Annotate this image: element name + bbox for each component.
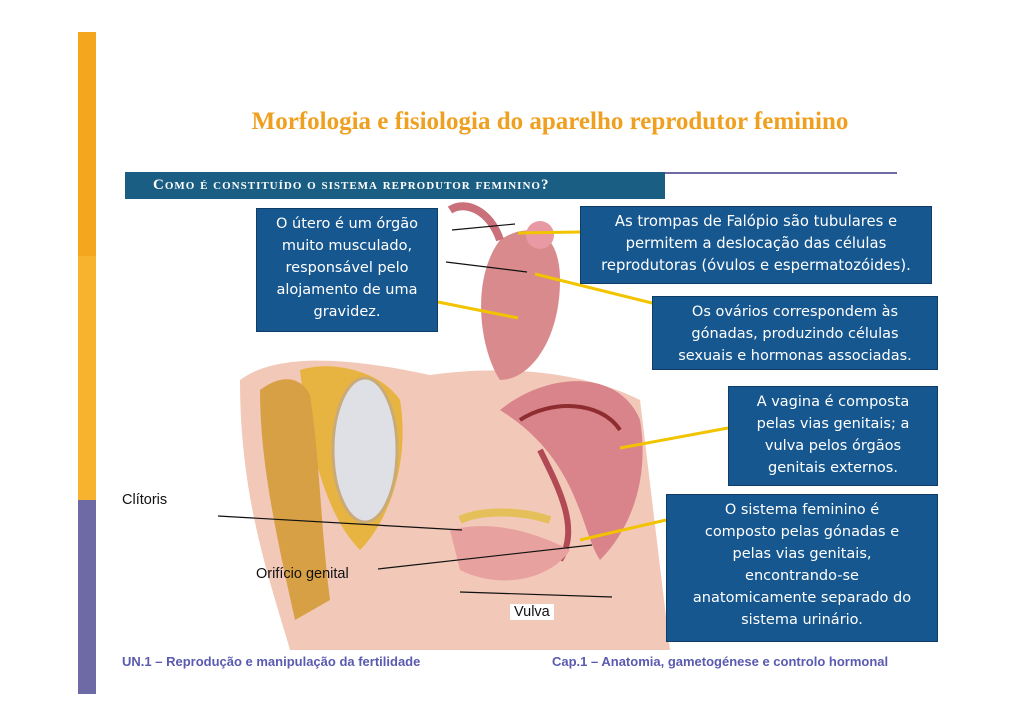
callout-utero: O útero é um órgão muito musculado, responsável pelo alojamento de uma gravidez. bbox=[256, 208, 438, 332]
label-clitoris: Clítoris bbox=[122, 492, 168, 508]
footer-unit: UN.1 – Reprodução e manipulação da fertilidade bbox=[122, 654, 421, 669]
callout-vagina: A vagina é composta pelas vias genitais; a vulva pelos órgãos genitais externos. bbox=[728, 386, 938, 486]
callout-sistema: O sistema feminino é composto pelas gónadas e pelas vias genitais, encontrando-se anatomicamente separado do sistema urinário. bbox=[666, 494, 938, 642]
label-vulva: Vulva bbox=[510, 604, 554, 620]
callout-trompas: As trompas de Falópio são tubulares e permitem a deslocação das células reprodutoras (óvulos e espermatozóides). bbox=[580, 206, 932, 284]
callout-ovarios: Os ovários correspondem às gónadas, produzindo células sexuais e hormonas associadas. bbox=[652, 296, 938, 370]
footer-chapter: Cap.1 – Anatomia, gametogénese e controlo hormonal bbox=[552, 654, 889, 669]
slide-subtitle: Como é constituído o sistema reprodutor feminino? bbox=[125, 172, 665, 199]
label-orificio-genital: Orifício genital bbox=[256, 566, 349, 582]
slide-title: Morfologia e fisiologia do aparelho reprodutor feminino bbox=[251, 108, 849, 135]
